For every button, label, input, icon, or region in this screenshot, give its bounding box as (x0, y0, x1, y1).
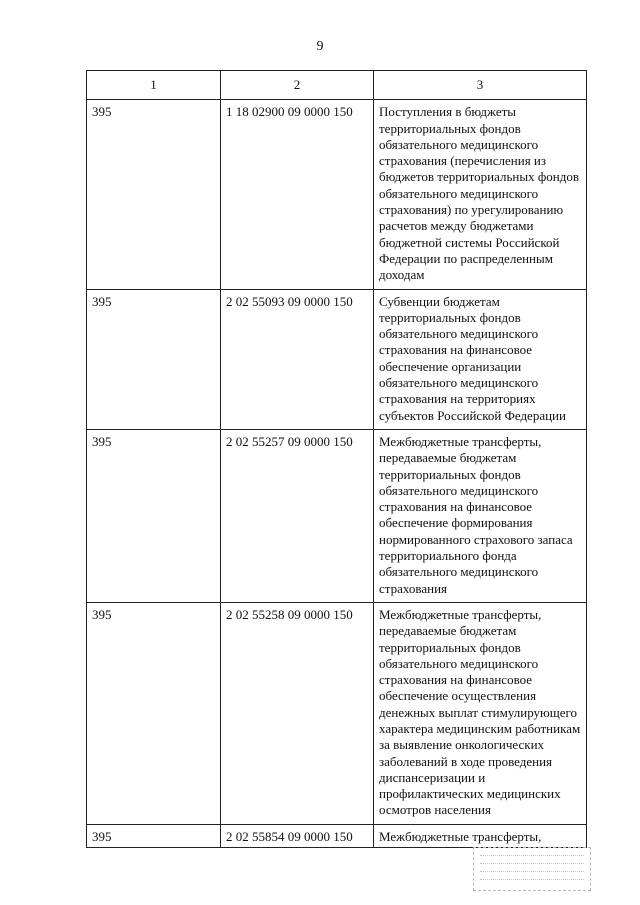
admin-code-cell: 395 (87, 602, 221, 824)
admin-code-cell: 395 (87, 429, 221, 602)
column-header: 1 (87, 71, 221, 100)
registration-stamp (473, 847, 591, 891)
column-header: 2 (221, 71, 374, 100)
stamp-line (480, 879, 584, 880)
budget-code-cell: 2 02 55258 09 0000 150 (221, 602, 374, 824)
table-row (87, 429, 587, 602)
table-row (87, 602, 587, 824)
column-header: 3 (374, 71, 587, 100)
admin-code-cell: 395 (87, 289, 221, 429)
budget-codes-table (86, 70, 587, 848)
table-header-row (87, 71, 587, 100)
budget-code-cell: 2 02 55257 09 0000 150 (221, 429, 374, 602)
description-cell: Субвенции бюджетам территориальных фондов обязательного медицинского страхования на финансовое обеспечение организации обязательного медицинского страхования на территориях субъектов Российской Федерации (374, 289, 587, 429)
description-cell: Межбюджетные трансферты, передаваемые бюджетам территориальных фондов обязательного медицинского страхования на финансовое обеспечение осуществления денежных выплат стимулирующего характера медицинским работникам за выявление онкологических заболеваний в ходе проведения диспансеризации и профилактических медицинских осмотров населения (374, 602, 587, 824)
description-cell: Межбюджетные трансферты, передаваемые бюджетам территориальных фондов обязательного медицинского страхования на финансовое обеспечение формирования нормированного страхового запаса территориального фонда обязательного медицинского страхования (374, 429, 587, 602)
description-cell: Поступления в бюджеты территориальных фондов обязательного медицинского страхования (перечисления из бюджетов территориальных фондов обязательного медицинского страхования) по урегулированию расчетов между бюджетами бюджетной системы Российской Федерации по распределенным доходам (374, 100, 587, 289)
admin-code-cell: 395 (87, 824, 221, 847)
description-cell: Межбюджетные трансферты, (374, 824, 587, 847)
table-row (87, 289, 587, 429)
stamp-line (480, 855, 584, 856)
page-number: 9 (316, 39, 324, 54)
table-row (87, 824, 587, 847)
table-row (87, 100, 587, 289)
admin-code-cell: 395 (87, 100, 221, 289)
stamp-line (480, 871, 584, 872)
stamp-line (480, 863, 584, 864)
budget-code-cell: 2 02 55093 09 0000 150 (221, 289, 374, 429)
budget-code-cell: 2 02 55854 09 0000 150 (221, 824, 374, 847)
budget-code-cell: 1 18 02900 09 0000 150 (221, 100, 374, 289)
